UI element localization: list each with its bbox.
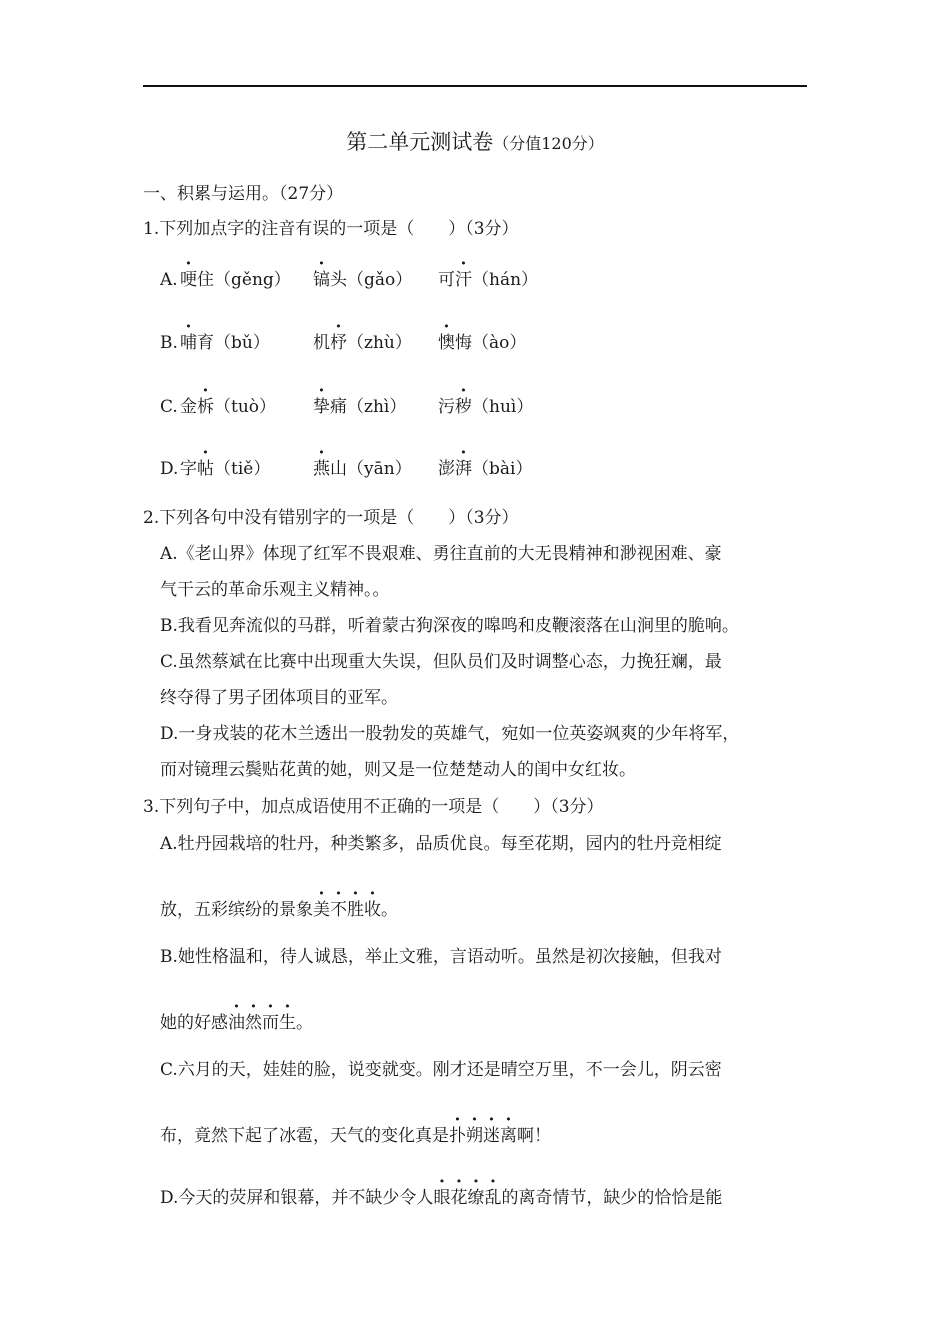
dotted-char: 生 bbox=[279, 1013, 296, 1033]
text: 。 bbox=[381, 900, 398, 920]
pinyin-item bbox=[180, 268, 291, 292]
dotted-char: 油 bbox=[228, 1013, 245, 1033]
dotted-char: 帖 bbox=[197, 459, 214, 479]
pinyin-item bbox=[180, 457, 270, 481]
dotted-char: 扑 bbox=[449, 1126, 466, 1146]
dotted-char: 缭 bbox=[467, 1188, 485, 1208]
q1-option-row bbox=[160, 331, 527, 355]
q2-line: B.我看见奔流似的马群，听着蒙古狗深夜的嗥鸣和皮鞭滚落在山涧里的脆响。 bbox=[160, 616, 739, 636]
q3-option-c-line2 bbox=[160, 1124, 551, 1148]
top-rule bbox=[143, 85, 807, 87]
text: （bài） bbox=[472, 459, 533, 479]
dotted-char: 汗 bbox=[455, 270, 472, 290]
dotted-char: 花 bbox=[450, 1188, 468, 1208]
dotted-idiom bbox=[433, 1188, 501, 1208]
pinyin-item bbox=[438, 331, 526, 355]
q3-option-c-line1: C.六月的天，娃娃的脸，说变就变。刚才还是晴空万里，不一会儿，阴云密 bbox=[160, 1060, 722, 1080]
q3-option-b-line2 bbox=[160, 1011, 313, 1035]
q2-line: 而对镜理云鬓贴花黄的她，则又是一位楚楚动人的闺中女红妆。 bbox=[160, 760, 636, 780]
dotted-char: 哺 bbox=[180, 333, 197, 353]
q2-stem: 2.下列各句中没有错别字的一项是（ ）（3分） bbox=[143, 508, 519, 528]
q2-line: A.《老山界》体现了红军不畏艰难、勇往直前的大无畏精神和渺视困难、豪 bbox=[160, 544, 722, 564]
option-label: C. bbox=[160, 397, 178, 417]
text: 悔（ào） bbox=[455, 333, 527, 353]
dotted-char: 杼 bbox=[330, 333, 347, 353]
pinyin-item bbox=[438, 457, 532, 481]
q3-option-a-line2 bbox=[160, 898, 398, 922]
text: （hán） bbox=[472, 270, 539, 290]
dotted-char: 离 bbox=[500, 1126, 517, 1146]
pinyin-item bbox=[438, 395, 533, 419]
option-label: B. bbox=[160, 333, 178, 353]
dotted-char: 秽 bbox=[455, 397, 472, 417]
dotted-char: 收 bbox=[364, 900, 381, 920]
q3-option-a-line1: A.牡丹园栽培的牡丹，种类繁多，品质优良。每至花期，园内的牡丹竞相绽 bbox=[160, 834, 722, 854]
dotted-idiom bbox=[313, 900, 381, 920]
pinyin-item bbox=[313, 457, 412, 481]
dotted-char: 挚 bbox=[313, 397, 330, 417]
text: 山（yān） bbox=[330, 459, 412, 479]
dotted-char: 乱 bbox=[484, 1188, 502, 1208]
text: 她的好感 bbox=[160, 1013, 228, 1033]
dotted-char: 湃 bbox=[455, 459, 472, 479]
text: 污 bbox=[438, 397, 455, 417]
text: （huì） bbox=[472, 397, 534, 417]
dotted-char: 柝 bbox=[197, 397, 214, 417]
q1-option-row bbox=[160, 268, 539, 292]
pinyin-item bbox=[313, 268, 412, 292]
text: D.今天的荧屏和银幕，并不缺少令人 bbox=[160, 1188, 434, 1208]
dotted-char: 朔 bbox=[466, 1126, 483, 1146]
q2-line: C.虽然蔡斌在比赛中出现重大失误，但队员们及时调整心态，力挽狂斓，最 bbox=[160, 652, 722, 672]
pinyin-item bbox=[180, 395, 276, 419]
option-label: D. bbox=[160, 459, 179, 479]
text: 育（bǔ） bbox=[197, 333, 270, 353]
dotted-char: 眼 bbox=[433, 1188, 451, 1208]
pinyin-item bbox=[438, 268, 538, 292]
dotted-char: 然 bbox=[245, 1013, 262, 1033]
text: （zhù） bbox=[347, 333, 412, 353]
q2-line: 气干云的革命乐观主义精神。。 bbox=[160, 580, 390, 600]
q3-option-b-line1: B.她性格温和，待人诚恳，举止文雅，言语动听。虽然是初次接触，但我对 bbox=[160, 947, 722, 967]
text: 澎 bbox=[438, 459, 455, 479]
text: 字 bbox=[180, 459, 197, 479]
dotted-char: 哽 bbox=[180, 270, 197, 290]
page-title bbox=[0, 130, 950, 156]
dotted-char: 镐 bbox=[313, 270, 330, 290]
dotted-char: 迷 bbox=[483, 1126, 500, 1146]
dotted-char: 不 bbox=[330, 900, 347, 920]
pinyin-item bbox=[313, 331, 412, 355]
q2-line: 终夺得了男子团体项目的亚军。 bbox=[160, 688, 398, 708]
text: 。 bbox=[296, 1013, 313, 1033]
section-heading: 一、积累与运用。（27分） bbox=[143, 184, 344, 204]
title-text: 第二单元测试卷 bbox=[346, 130, 494, 154]
q1-option-row bbox=[160, 395, 534, 419]
dotted-char: 而 bbox=[262, 1013, 279, 1033]
text: 机 bbox=[313, 333, 330, 353]
text: 布，竟然下起了冰雹，天气的变化真是 bbox=[160, 1126, 449, 1146]
dotted-char: 懊 bbox=[438, 333, 455, 353]
text: 痛（zhì） bbox=[330, 397, 407, 417]
option-label: A. bbox=[160, 270, 178, 290]
dotted-idiom bbox=[449, 1126, 517, 1146]
q2-line: D.一身戎装的花木兰透出一股勃发的英雄气，宛如一位英姿飒爽的少年将军， bbox=[160, 724, 740, 744]
pinyin-item bbox=[180, 331, 270, 355]
text: 放，五彩缤纷的景象 bbox=[160, 900, 313, 920]
q3-stem: 3.下列句子中，加点成语使用不正确的一项是（ ）（3分） bbox=[143, 797, 604, 817]
dotted-char: 美 bbox=[313, 900, 330, 920]
dotted-char: 胜 bbox=[347, 900, 364, 920]
text: （tiě） bbox=[214, 459, 271, 479]
pinyin-item bbox=[313, 395, 406, 419]
text: 金 bbox=[180, 397, 197, 417]
q1-stem: 1.下列加点字的注音有误的一项是（ ）（3分） bbox=[143, 219, 519, 239]
q3-option-d-line1 bbox=[160, 1186, 722, 1210]
text: 头（gǎo） bbox=[330, 270, 413, 290]
text: （tuò） bbox=[214, 397, 277, 417]
text: 啊！ bbox=[517, 1126, 551, 1146]
dotted-idiom bbox=[228, 1013, 296, 1033]
text: 住（gěng） bbox=[197, 270, 291, 290]
score-note: （分值120分） bbox=[493, 134, 604, 153]
dotted-char: 燕 bbox=[313, 459, 330, 479]
q1-option-row bbox=[160, 457, 533, 481]
text: 可 bbox=[438, 270, 455, 290]
text: 的离奇情节，缺少的恰恰是能 bbox=[501, 1188, 723, 1208]
